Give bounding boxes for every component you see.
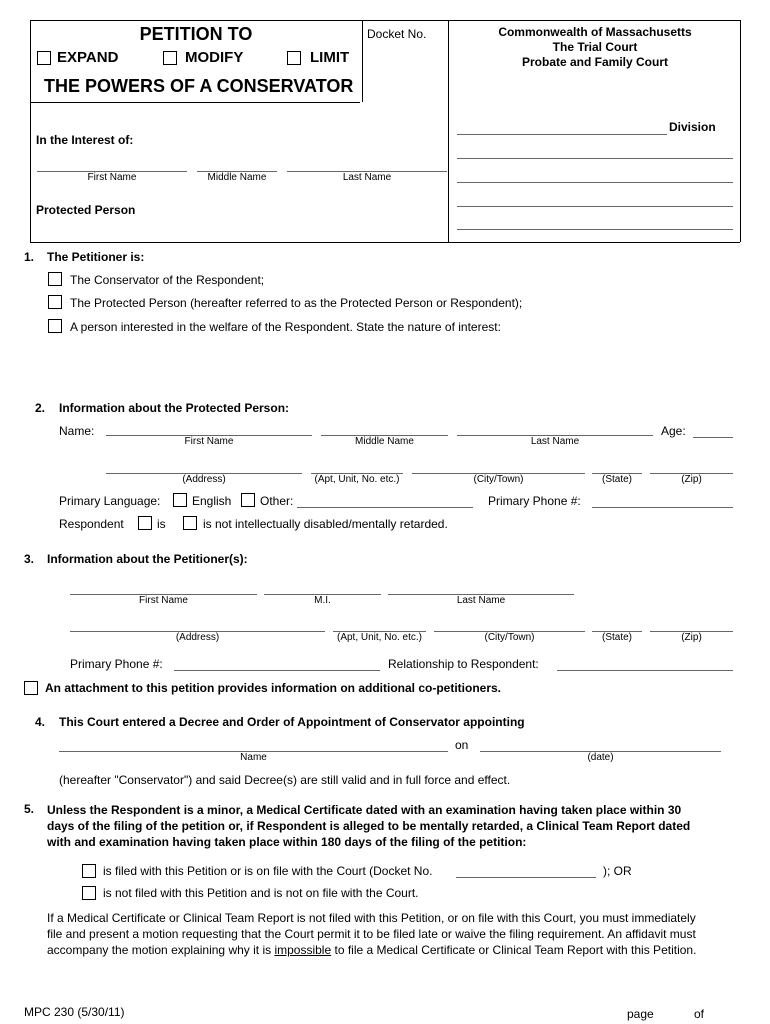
pet-relationship-field[interactable] [557,670,733,671]
pp-age-label: Age: [661,424,686,438]
s5-note-line3 [47,942,696,958]
s5-note-impossible: impossible [274,943,332,957]
page-label: page [627,1007,654,1021]
respondent-label: Respondent [59,517,124,531]
attachment-checkbox[interactable] [24,681,38,695]
petitioner-conservator-label: The Conservator of the Respondent; [70,273,265,287]
pet-zip-caption: (Zip) [681,632,702,643]
pp-english-checkbox[interactable] [173,493,187,507]
attachment-label: An attachment to this petition provides information on additional co-petitioners. [45,681,502,695]
pp-middle-name-caption: Middle Name [355,436,414,447]
cert-filed-label: is filed with this Petition or is on file with the Court (Docket No. [103,864,433,878]
section-2-heading: Information about the Protected Person: [59,401,290,415]
pp-first-name-caption: First Name [184,436,234,447]
court-address-line4[interactable] [457,229,733,230]
interest-label: In the Interest of: [36,133,134,147]
petitioner-interested-person-checkbox[interactable] [48,319,62,333]
section-5-heading-line2: days of the filing of the petition or, if Respondent is alleged to be mentally retarded, a Clinical Team Report dated [47,819,691,833]
limit-checkbox[interactable] [287,51,301,65]
pp-other-label: Other: [260,494,294,508]
middle-name-caption: Middle Name [207,172,267,183]
section-2-number: 2. [35,401,46,415]
pp-other-language-checkbox[interactable] [241,493,255,507]
court-address-line1[interactable] [457,158,733,159]
pet-apt-caption: (Apt, Unit, No. etc.) [336,632,423,643]
petitioner-protected-person-checkbox[interactable] [48,295,62,309]
pp-address-caption: (Address) [182,474,226,485]
modify-checkbox[interactable] [163,51,177,65]
pet-first-name-caption: First Name [139,595,188,606]
pp-name-label: Name: [59,424,95,438]
court-name-line1: Commonwealth of Massachusetts [498,25,692,39]
of-label: of [694,1007,705,1021]
modify-label: MODIFY [185,49,244,66]
respondent-is-checkbox[interactable] [138,516,152,530]
pp-other-language-field[interactable] [297,507,473,508]
court-name-line2: The Trial Court [552,40,638,54]
form-id: MPC 230 (5/30/11) [24,1005,125,1019]
cert-not-filed-label: is not filed with this Petition and is not on file with the Court. [103,886,419,900]
section-1-heading: The Petitioner is: [47,250,145,264]
first-name-caption: First Name [87,172,137,183]
pet-city-caption: (City/Town) [484,632,535,643]
pet-phone-label: Primary Phone #: [70,657,163,671]
pet-state-caption: (State) [601,632,632,643]
decree-date-caption: (date) [587,752,614,763]
petitioner-interested-person-label: A person interested in the welfare of the Respondent. State the nature of interest: [70,320,501,334]
section-4-heading: This Court entered a Decree and Order of Appointment of Conservator appointing [59,715,525,729]
cert-docket-field[interactable] [456,877,596,878]
docket-label: Docket No. [367,27,427,41]
expand-label: EXPAND [57,49,119,66]
conservator-name-caption: Name [240,752,267,763]
section-1-number: 1. [24,250,35,264]
section-4-number: 4. [35,715,46,729]
pet-mi-caption: M.I. [314,595,331,606]
pp-state-caption: (State) [601,474,632,485]
cert-filed-checkbox[interactable] [82,864,96,878]
protected-person-label: Protected Person [36,203,136,217]
pet-address-caption: (Address) [175,632,220,643]
division-field[interactable] [457,134,667,135]
pp-zip-caption: (Zip) [681,474,702,485]
pp-phone-field[interactable] [592,507,733,508]
limit-label: LIMIT [310,49,350,66]
petitioner-conservator-checkbox[interactable] [48,272,62,286]
s5-note-line1: If a Medical Certificate or Clinical Team Report is not filed with this Petition, or on file with this Court, you must immediately [47,911,696,925]
s5-note-line3-start: accompany the motion explaining why it is [47,943,275,957]
respondent-is-not-label: is not intellectually disabled/mentally retarded. [203,517,448,531]
pet-phone-field[interactable] [174,670,380,671]
pp-age-field[interactable] [693,437,733,438]
section-5-heading-line3: with and examination having taken place within 180 days of the filing of the petition: [47,835,527,849]
pp-last-name-caption: Last Name [530,436,580,447]
s4-text: (hereafter "Conservator") and said Decree(s) are still valid and in full force and effect. [59,773,511,787]
pet-relationship-label: Relationship to Respondent: [388,657,539,671]
division-label: Division [669,120,716,134]
respondent-is-label: is [157,517,166,531]
court-address-line2[interactable] [457,182,733,183]
pet-last-name-caption: Last Name [456,595,506,606]
s5-note-line2: file and present a motion requesting that the Court permit it to be filed late or waive the filing requirement. An affidavit must [47,927,696,941]
section-3-heading: Information about the Petitioner(s): [47,552,248,566]
pp-apt-caption: (Apt, Unit, No. etc.) [314,474,400,485]
cert-filed-suffix: ); OR [603,864,632,878]
expand-checkbox[interactable] [37,51,51,65]
pp-phone-label: Primary Phone #: [488,494,581,508]
section-5-number: 5. [24,802,35,816]
pp-english-label: English [192,494,232,508]
s4-on-label: on [455,738,469,752]
s5-note-line3-end: to file a Medical Certificate or Clinical Team Report with this Petition. [331,943,697,957]
form-title: PETITION TO [139,24,253,44]
last-name-caption: Last Name [342,172,392,183]
section-3-number: 3. [24,552,35,566]
pp-language-label: Primary Language: [59,494,161,508]
respondent-is-not-checkbox[interactable] [183,516,197,530]
pp-city-caption: (City/Town) [473,474,524,485]
form-subtitle: THE POWERS OF A CONSERVATOR [44,76,354,96]
cert-not-filed-checkbox[interactable] [82,886,96,900]
section-5-heading-line1: Unless the Respondent is a minor, a Medical Certificate dated with an examination having taken place within 30 [47,803,682,817]
petitioner-protected-person-label: The Protected Person (hereafter referred to as the Protected Person or Respondent); [70,296,523,310]
court-name-line3: Probate and Family Court [521,55,669,69]
court-address-line3[interactable] [457,206,733,207]
